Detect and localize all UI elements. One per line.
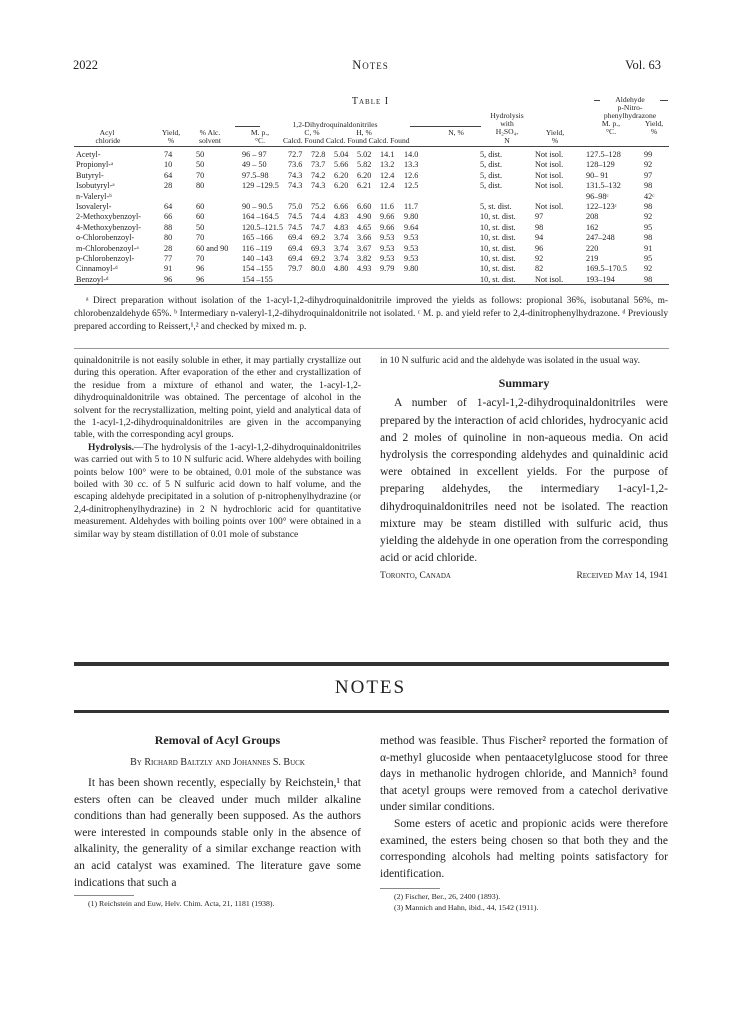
right-paragraph-1: in 10 N sulfuric acid and the aldehyde was isolated in the usual way. xyxy=(380,356,641,366)
cell-mp: 97.5–98 xyxy=(242,170,269,180)
cell-name: Benzoyl-ᵈ xyxy=(76,274,109,284)
n-header: N, % xyxy=(448,128,464,137)
left-paragraph-1: quinaldonitrile is not easily soluble in ether, it may partially crystallize out during this operation. After evaporation of the ether and crystallization of the residue from a mixture of ethanol and water, the 1-acyl-1,2-dihydroquinaldonitrile was obtained. The percentage of alcohol in the solvent for the recrystallization, melting point, yield and analytical data of the 1-acyl-1,2-dihydroquinaldonitriles are given in the accompanying table, with the corresponding acyl groups. xyxy=(74,356,361,441)
cell-y: 91 xyxy=(164,264,173,274)
cell-amp: 162 xyxy=(586,222,599,232)
cell-alc: 70 xyxy=(196,254,205,263)
cell-hc: 4.80 xyxy=(334,264,349,274)
hydrolysis-header-3: H₂SO₄, xyxy=(495,127,519,136)
cell-cc: 74.5 xyxy=(288,212,303,222)
cell-cf: 69.3 xyxy=(311,243,326,253)
cell-alc: 60 xyxy=(196,212,205,222)
article-byline: By Richard Baltzly and Johannes S. Buck xyxy=(130,757,305,768)
cell-y: 28 xyxy=(164,181,173,191)
acyl-header-2: chloride xyxy=(95,136,121,145)
cell-hc: 4.83 xyxy=(334,222,349,232)
cell-mp: 154 –155 xyxy=(242,264,273,274)
article-paragraph-1: It has been shown recently, especially by Reichstein,¹ that esters often can be cleaved under much milder alkaline conditions than had generally been supposed. As the authors were interested in compounds stable only in the absence of alkalinity, the generality of a similar exchange reaction with an acid catalyst was examined. The literature gave some indications that such a xyxy=(74,777,361,889)
cell-py: 92 xyxy=(644,212,653,222)
cell-ay: Not isol. xyxy=(535,150,564,159)
cell-hc: 6.20 xyxy=(334,170,349,180)
table-row xyxy=(0,160,741,170)
received-date: Received May 14, 1941 xyxy=(576,571,668,582)
cell-nc: 12.4 xyxy=(380,181,395,191)
summary-title: Summary xyxy=(498,376,550,391)
cell-nc: 9.53 xyxy=(380,243,395,253)
c-header: C, % xyxy=(304,128,320,137)
cell-cf: 74.4 xyxy=(311,212,326,222)
cell-hc: 6.66 xyxy=(334,202,349,211)
data-table xyxy=(0,0,741,300)
cell-mp: 116 –119 xyxy=(242,243,273,253)
cell-nc: 9.79 xyxy=(380,264,395,274)
footnote-3: (3) Mannich and Hahn, ibid., 44, 1542 (1911). xyxy=(394,903,539,913)
table-row xyxy=(0,264,741,274)
cell-hf: 4.90 xyxy=(357,212,372,222)
yield-header-1: Yield, xyxy=(161,128,181,137)
cell-hyd: 5, dist. xyxy=(480,170,503,180)
cell-y: 66 xyxy=(164,212,173,222)
cell-hc: 5.66 xyxy=(334,160,349,170)
cell-name: p-Chlorobenzoyl- xyxy=(76,254,135,263)
aldehyde-mp-header-2: °C. xyxy=(605,127,616,136)
cell-py: 95 xyxy=(644,222,653,232)
cell-hc: 6.20 xyxy=(334,181,349,191)
table-row xyxy=(0,212,741,222)
cell-py: 98 xyxy=(644,274,653,284)
hydrolysis-header-4: N xyxy=(504,136,510,145)
table-row xyxy=(0,244,741,254)
hydrolysis-header-2: with xyxy=(500,119,514,128)
cell-hyd: 5, dist. xyxy=(480,160,503,170)
cell-cc: 74.3 xyxy=(288,181,303,191)
cell-cc: 69.4 xyxy=(288,233,303,243)
cell-alc: 96 xyxy=(196,264,205,274)
cell-name: Propionyl-ᵃ xyxy=(76,160,114,170)
cell-alc: 50 xyxy=(196,222,205,232)
cell-hf: 6.21 xyxy=(357,181,372,191)
footnote-d: ᵈ Previously prepared according to Reissert,¹,² and checked by mixed m. p. xyxy=(74,309,669,332)
cell-hyd: 10, st. dist. xyxy=(480,212,516,222)
cell-y: 96 xyxy=(164,274,173,284)
cell-nf: 12.5 xyxy=(404,181,419,191)
cell-hyd: 10, st. dist. xyxy=(480,222,516,232)
cell-amp: 169.5–170.5 xyxy=(586,264,627,274)
article-paragraph-3: Some esters of acetic and propionic acids were therefore examined, the esters being chosen so that both they and the corresponding alcohols had melting points satisfactory for identification. xyxy=(380,817,668,880)
cell-ay: 96 xyxy=(535,243,544,253)
cell-ay: 94 xyxy=(535,233,544,243)
cell-nf: 14.0 xyxy=(404,150,419,159)
cell-nf: 9.53 xyxy=(404,243,419,253)
table-row xyxy=(0,171,741,181)
cell-hyd: 5, dist. xyxy=(480,181,503,191)
footnote-1: (1) Reichstein and Euw, Helv. Chim. Acta, 21, 1181 (1938). xyxy=(88,899,275,909)
cell-py: 92 xyxy=(644,264,653,274)
cell-ay: 92 xyxy=(535,254,544,263)
article-paragraph-2: method was feasible. Thus Fischer² reported the formation of α-methyl glucoside when pentaacetylglucose stood for three days in methanolic hydrogen chloride, and Mannich³ found that acetyl groups were removed from a catechol derivative under similar conditions. xyxy=(380,735,668,814)
cell-mp: 49 – 50 xyxy=(242,160,267,170)
mp-header-2: °C. xyxy=(254,136,265,145)
cell-nf: 9.80 xyxy=(404,212,419,222)
cell-amp: 208 xyxy=(586,212,599,222)
cell-py: 98 xyxy=(644,181,653,191)
table-row xyxy=(0,233,741,243)
table-row xyxy=(0,254,741,264)
table-row xyxy=(0,202,741,212)
cell-mp: 96 – 97 xyxy=(242,150,267,159)
cell-cc: 73.6 xyxy=(288,160,303,170)
cell-nc: 9.53 xyxy=(380,254,395,263)
cell-hyd: 10, st. dist. xyxy=(480,254,516,263)
cell-hf: 6.60 xyxy=(357,202,372,211)
cell-y: 88 xyxy=(164,222,173,232)
cell-hc: 4.83 xyxy=(334,212,349,222)
cell-amp: 131.5–132 xyxy=(586,181,621,191)
cell-nf: 9.80 xyxy=(404,264,419,274)
cell-cf: 75.2 xyxy=(311,202,326,211)
cell-py: 98 xyxy=(644,233,653,243)
cell-cf: 69.2 xyxy=(311,233,326,243)
table-row xyxy=(0,150,741,160)
cell-ay: Not isol. xyxy=(535,160,564,170)
cell-mp: 129 –129.5 xyxy=(242,181,279,191)
footnote-b: ᵇ Intermediary n-valeryl-1,2-dihydroquinaldonitrile not isolated. xyxy=(174,309,416,319)
cell-name: Acetyl- xyxy=(76,150,101,159)
cell-hf: 3.67 xyxy=(357,243,372,253)
cell-cf: 74.2 xyxy=(311,170,326,180)
cell-nc: 9.53 xyxy=(380,233,395,243)
cell-mp: 164 –164.5 xyxy=(242,212,279,222)
cell-nf: 9.53 xyxy=(404,233,419,243)
cell-amp: 122–123ᶜ xyxy=(586,202,617,211)
cell-hc: 3.74 xyxy=(334,233,349,243)
cell-mp: 154 –155 xyxy=(242,274,273,284)
cell-mp: 120.5–121.5 xyxy=(242,222,283,232)
cell-name: 2-Methoxybenzoyl- xyxy=(76,212,142,222)
cell-hf: 4.93 xyxy=(357,264,372,274)
cell-hc: 3.74 xyxy=(334,254,349,263)
cell-hf: 5.82 xyxy=(357,160,372,170)
cell-cc: 72.7 xyxy=(288,150,303,159)
cell-hyd: 10, st. dist. xyxy=(480,243,516,253)
cell-amp: 90– 91 xyxy=(586,170,609,180)
cell-cc: 69.4 xyxy=(288,243,303,253)
cell-hf: 6.20 xyxy=(357,170,372,180)
cell-ay: Not isol. xyxy=(535,181,564,191)
cell-nc: 12.4 xyxy=(380,170,395,180)
cell-alc: 70 xyxy=(196,233,205,243)
cell-ay: 82 xyxy=(535,264,544,274)
cell-y: 64 xyxy=(164,202,173,211)
cell-ay: Not isol. xyxy=(535,274,564,284)
cell-y: 80 xyxy=(164,233,173,243)
cell-hc: 3.74 xyxy=(334,243,349,253)
cell-hf: 5.02 xyxy=(357,150,372,159)
cell-alc: 80 xyxy=(196,181,205,191)
cell-name: Cinnamoyl-ᵈ xyxy=(76,264,118,274)
article-right xyxy=(380,733,668,913)
cell-ay: 98 xyxy=(535,222,544,232)
table-caption: Table I xyxy=(351,96,390,107)
footnote-a: ᵃ Direct preparation without isolation of the 1-acyl-1,2-dihydroquinaldonitrile improved the yields as follows: propional 36%, isobutanal 56%, m-chlorobenzaldehyde 65%. xyxy=(74,296,668,319)
cell-amp: 128–129 xyxy=(586,160,615,170)
aldehyde-yield-header-2: % xyxy=(551,136,559,145)
aldehyde-group-header: Aldehyde xyxy=(600,96,660,104)
cell-mp: 140 –143 xyxy=(242,254,273,263)
hydrolysis-text: —The hydrolysis of the 1-acyl-1,2-dihydroquinaldonitriles was carried out with 5 to 10 N sulfuric acid. Where aldehydes with boiling points below 100° were to be obtained, 0.01 mole of the substance was boiled with 30 cc. of 5 N sulfuric acid down to half volume, and the escaping aldehyde precipitated in a solution of p-nitrophenylhydrazine (or 2,4-dinitrophenylhydrazine) in 2 N hydrochloric acid for quantitative measurement. Aldehydes with boiling points over 100° were obtained in a similar way by steam distillation of 0.01 mole of substance xyxy=(74,442,361,540)
cell-py: 91 xyxy=(644,243,653,253)
cell-alc: 50 xyxy=(196,160,205,170)
cell-name: Isovaleryl- xyxy=(76,202,112,211)
cell-name: o-Chlorobenzoyl- xyxy=(76,233,135,243)
cell-cf: 80.0 xyxy=(311,264,326,274)
cell-amp: 219 xyxy=(586,254,599,263)
cell-cf: 69.2 xyxy=(311,254,326,263)
volume-number: Vol. 63 xyxy=(625,58,661,72)
cell-amp: 127.5–128 xyxy=(586,150,621,159)
cell-mp: 90 – 90.5 xyxy=(242,202,273,211)
place: Toronto, Canada xyxy=(380,571,451,582)
cell-cc: 74.3 xyxy=(288,170,303,180)
h-header: H, % xyxy=(356,128,372,137)
top-band xyxy=(74,662,669,666)
cell-cc: 74.5 xyxy=(288,222,303,232)
cell-py: 42ᶜ xyxy=(644,191,655,201)
cell-alc: 60 and 90 xyxy=(196,243,229,253)
table-row xyxy=(0,181,741,191)
cell-cc: 75.0 xyxy=(288,202,303,211)
footnote-2: (2) Fischer, Ber., 26, 2400 (1893). xyxy=(394,892,501,902)
cell-alc: 70 xyxy=(196,170,205,180)
hydrazone-yield-header-1: Yield, xyxy=(644,119,664,128)
table-row xyxy=(0,223,741,233)
aldehyde-yield-header-1: Yield, xyxy=(545,128,565,137)
cell-alc: 60 xyxy=(196,202,205,211)
aldehyde-mp-header-1: M. p., xyxy=(601,119,621,128)
page-number: 2022 xyxy=(73,58,98,72)
cell-ay: Not isol. xyxy=(535,170,564,180)
hydrazone-yield-header-2: % xyxy=(650,127,658,136)
cell-mp: 165 –166 xyxy=(242,233,273,243)
cell-hf: 3.82 xyxy=(357,254,372,263)
cell-nf: 11.7 xyxy=(404,202,419,211)
cell-cf: 74.7 xyxy=(311,222,326,232)
cell-nc: 13.2 xyxy=(380,160,395,170)
yield-header-2: % xyxy=(167,136,175,145)
cell-amp: 96–98ᶜ xyxy=(586,191,609,201)
cell-py: 92 xyxy=(644,160,653,170)
cell-amp: 247–248 xyxy=(586,233,615,243)
cell-name: m-Chlorobenzoyl-ᵃ xyxy=(76,243,139,253)
cell-name: Isobutyryl-ᵃ xyxy=(76,181,115,191)
cell-ay: 97 xyxy=(535,212,544,222)
article-left xyxy=(74,733,361,909)
hydrolysis-heading: Hydrolysis. xyxy=(88,442,135,453)
bottom-band xyxy=(74,710,669,713)
cell-cc: 79.7 xyxy=(288,264,303,274)
cell-y: 64 xyxy=(164,170,173,180)
cell-nf: 9.64 xyxy=(404,222,419,232)
cell-y: 74 xyxy=(164,150,173,159)
cell-hyd: 5, st. dist. xyxy=(480,202,512,211)
cell-y: 28 xyxy=(164,243,173,253)
cell-cf: 73.7 xyxy=(311,160,326,170)
cell-py: 95 xyxy=(644,254,653,263)
left-column xyxy=(74,355,361,541)
alc-header-2: solvent xyxy=(199,136,221,145)
dihydro-group-header: 1,2-Dihydroquinaldonitriles xyxy=(260,121,410,129)
cell-ay: Not isol. xyxy=(535,202,564,211)
cell-cc: 69.4 xyxy=(288,254,303,263)
cell-nc: 9.66 xyxy=(380,212,395,222)
cell-nc: 9.66 xyxy=(380,222,395,232)
cell-amp: 193–194 xyxy=(586,274,615,284)
cell-py: 99 xyxy=(644,150,653,159)
cell-nc: 14.1 xyxy=(380,150,395,159)
cell-name: Butyryl- xyxy=(76,170,104,180)
cell-y: 10 xyxy=(164,160,173,170)
cell-nf: 12.6 xyxy=(404,170,419,180)
cell-hf: 4.65 xyxy=(357,222,372,232)
aldehyde-group-header-3: phenylhydrazone xyxy=(603,111,657,120)
notes-title: NOTES xyxy=(334,677,407,698)
cell-hf: 3.66 xyxy=(357,233,372,243)
alc-header-1: % Alc. xyxy=(199,128,221,137)
cell-hyd: 10, st. dist. xyxy=(480,274,516,284)
cell-alc: 50 xyxy=(196,150,205,159)
cell-hyd: 5, dist. xyxy=(480,150,503,159)
cell-alc: 96 xyxy=(196,274,205,284)
summary-text: A number of 1-acyl-1,2-dihydroquinaldonitriles were prepared by the interaction of acid chlorides, hydrocyanic acid and 2 moles of quinoline in non-aqueous media. On acid hydrolysis the corresponding aldehydes and quinaldinic acid were obtained in excellent yields. For the purpose of preparing aldehydes, the intermediary 1-acyl-1,2-dihydroquinaldonitriles need not be isolated. The reaction mixture may be steam distilled with sulfuric acid, thus yielding the aldehyde in one operation from the corresponding acid or acid chloride. xyxy=(380,397,668,565)
cell-hyd: 10, st. dist. xyxy=(480,233,516,243)
aldehyde-group-header-2: p-Nitro- xyxy=(617,103,643,112)
acyl-header-1: Acyl xyxy=(99,128,115,137)
running-head: Notes xyxy=(352,58,389,72)
cell-nf: 13.3 xyxy=(404,160,419,170)
cell-py: 97 xyxy=(644,170,653,180)
cell-y: 77 xyxy=(164,254,173,263)
left-paragraph-2 xyxy=(74,442,361,541)
cell-name: n-Valeryl-ᵇ xyxy=(76,191,112,201)
hydrolysis-header-1: Hydrolysis xyxy=(490,111,524,120)
cell-amp: 220 xyxy=(586,243,599,253)
mp-header-1: M. p., xyxy=(250,128,270,137)
table-footnotes xyxy=(74,295,668,334)
cell-nc: 11.6 xyxy=(380,202,395,211)
right-column xyxy=(380,355,668,587)
cell-name: 4-Methoxybenzoyl- xyxy=(76,222,142,232)
table-row xyxy=(0,192,741,202)
cell-cf: 72.8 xyxy=(311,150,326,159)
cell-hc: 5.04 xyxy=(334,150,349,159)
cell-hyd: 10, st. dist. xyxy=(480,264,516,274)
cell-cf: 74.3 xyxy=(311,181,326,191)
cell-py: 98 xyxy=(644,202,653,211)
calc-found-header: Calcd. Found Calcd. Found Calcd. Found xyxy=(283,136,410,145)
cell-nf: 9.53 xyxy=(404,254,419,263)
footnote-c: ᶜ M. p. and yield refer to 2,4-dinitrophenylhydrazone. xyxy=(417,309,620,319)
article-title: Removal of Acyl Groups xyxy=(154,733,281,747)
